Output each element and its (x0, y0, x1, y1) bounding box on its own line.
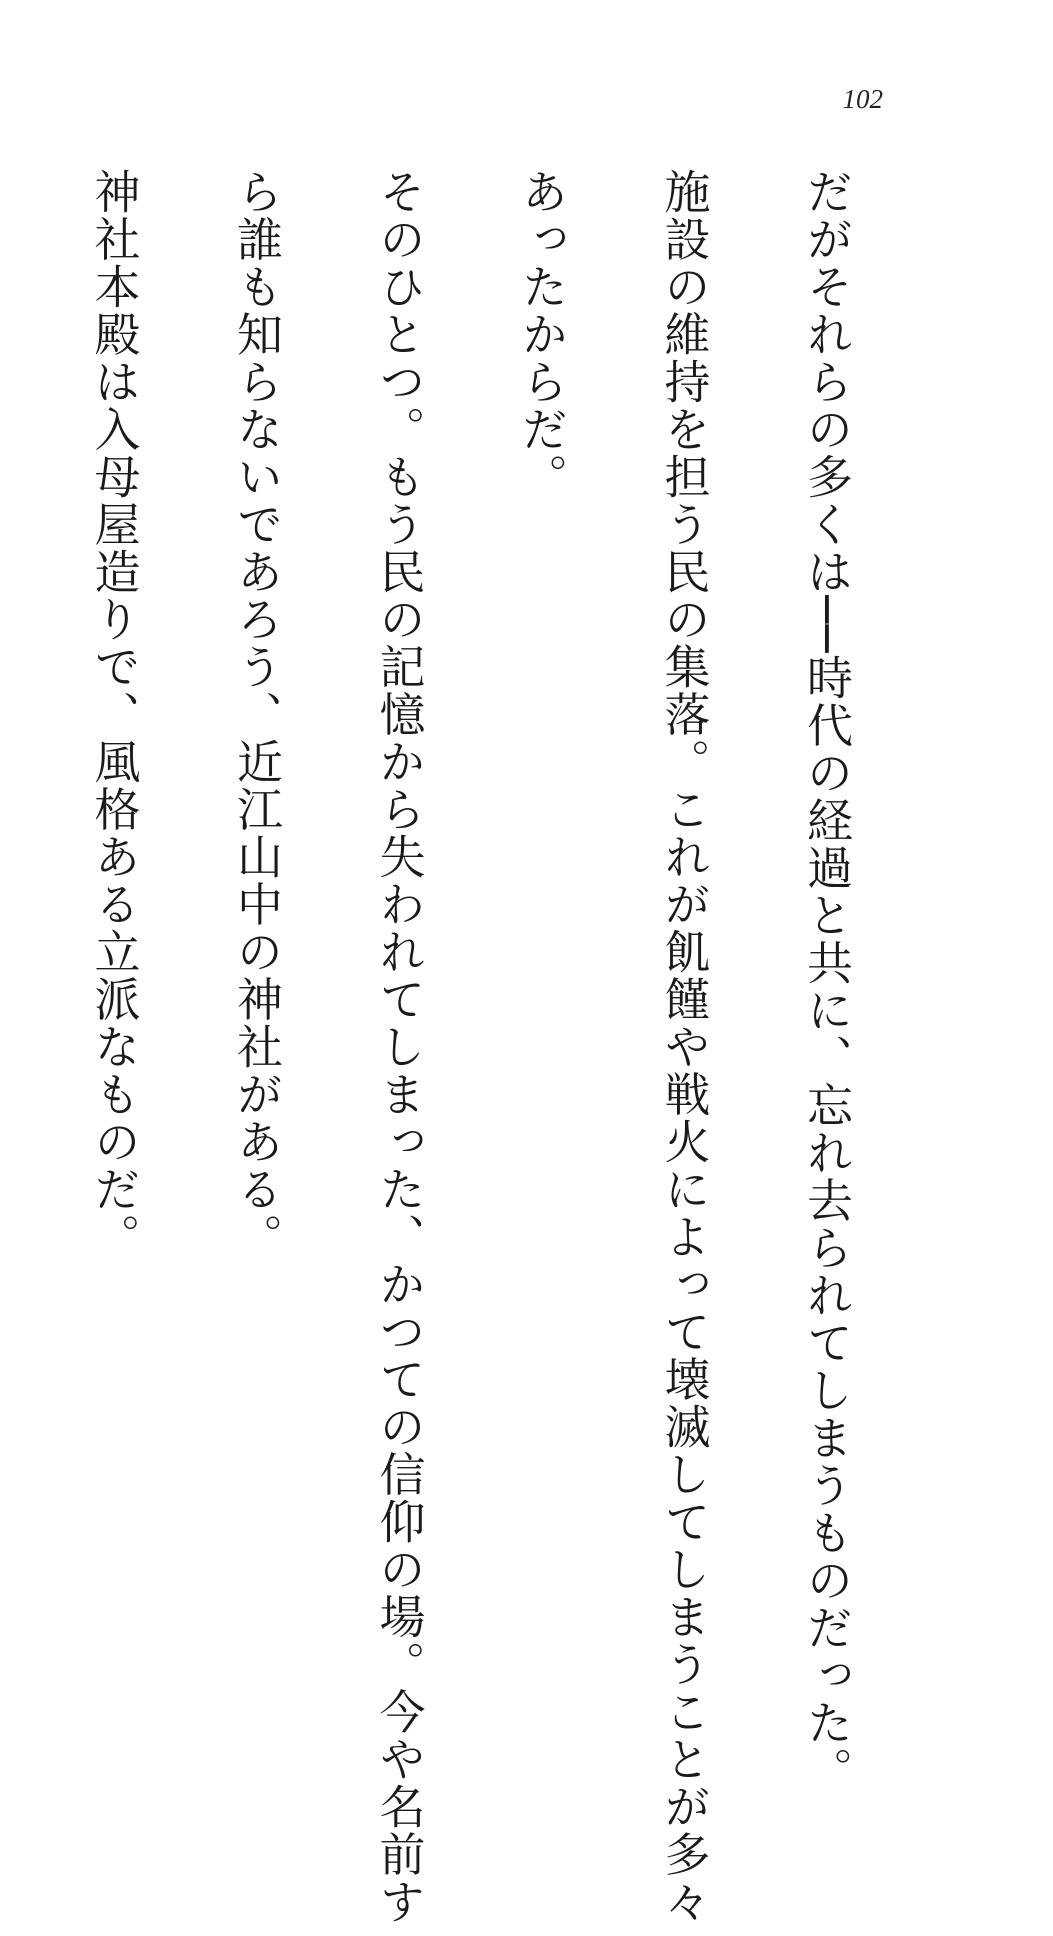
text-line: 神社本殿は入母屋造りで、風格ある立派なものだ。 (87, 168, 142, 1261)
vertical-text-body (0, 168, 945, 1926)
text-line: だがそれらの多くは──時代の経過と共に、忘れ去られてしまうものだった。 (800, 168, 854, 1794)
text-line: ら誰も知らないであろう、近江山中の神社がある。 (230, 168, 284, 1261)
text-line: 施設の維持を担う民の集落。これが飢饉や戦火によって壊滅してしまうことが多々 (657, 168, 712, 1926)
text-line: そのひとつ。もう民の記憶から失われてしまった、かつての信仰の場。今や名前す (372, 168, 427, 1926)
page-number: 102 (842, 84, 883, 114)
text-line: あったからだ。 (515, 168, 569, 501)
